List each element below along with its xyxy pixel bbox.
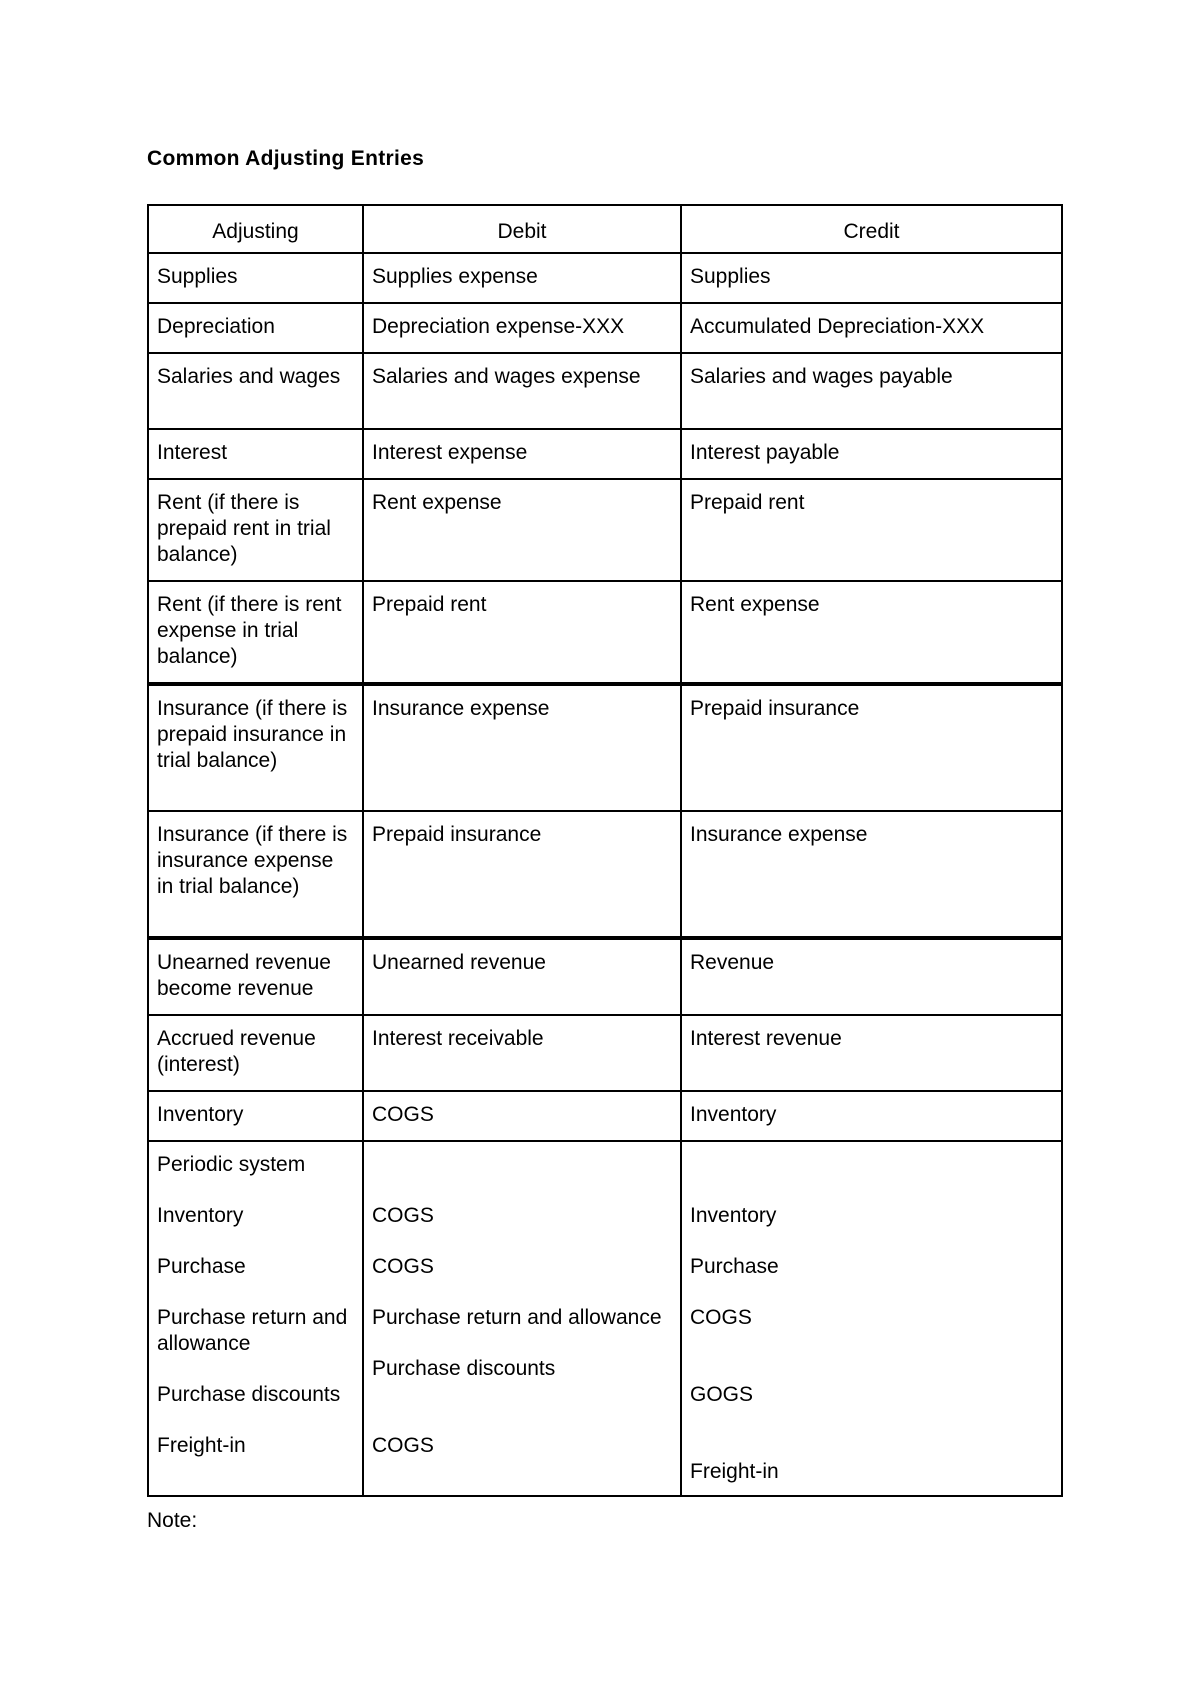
adjusting-cell: Supplies <box>148 253 363 303</box>
adjusting-cell: Interest <box>148 429 363 479</box>
adjusting-cell: Rent (if there is rent expense in trial balance) <box>148 581 363 684</box>
table-row <box>148 684 1062 811</box>
adjusting-cell: Unearned revenue become revenue <box>148 938 363 1015</box>
credit-cell: Supplies <box>681 253 1062 303</box>
table-row <box>148 303 1062 353</box>
table-header-row <box>148 205 1062 253</box>
debit-cell: Prepaid rent <box>363 581 681 684</box>
adjusting-cell: Inventory <box>148 1091 363 1141</box>
periodic-system-row <box>148 1141 1062 1496</box>
table-row <box>148 811 1062 938</box>
periodic-adjusting-item: Inventory <box>157 1204 244 1227</box>
table-row <box>148 1091 1062 1141</box>
debit-cell: Supplies expense <box>363 253 681 303</box>
column-header-adjusting: Adjusting <box>148 205 363 253</box>
table-row <box>148 938 1062 1015</box>
table-row <box>148 353 1062 429</box>
debit-cell: Rent expense <box>363 479 681 581</box>
periodic-credit-item: Freight-in <box>690 1460 779 1483</box>
table-row <box>148 479 1062 581</box>
adjusting-cell: Depreciation <box>148 303 363 353</box>
credit-cell: Inventory <box>681 1091 1062 1141</box>
credit-cell: Rent expense <box>681 581 1062 684</box>
adjusting-cell: Salaries and wages <box>148 353 363 429</box>
debit-cell: Interest expense <box>363 429 681 479</box>
periodic-credit-item: GOGS <box>690 1383 754 1406</box>
debit-cell: Salaries and wages expense <box>363 353 681 429</box>
page-title: Common Adjusting Entries <box>147 147 425 170</box>
adjusting-cell: Rent (if there is prepaid rent in trial balance) <box>148 479 363 581</box>
periodic-credit-item: Inventory <box>690 1204 777 1227</box>
column-header-debit: Debit <box>363 205 681 253</box>
credit-cell: Salaries and wages payable <box>681 353 1062 429</box>
debit-cell: COGS <box>363 1091 681 1141</box>
credit-cell: Interest payable <box>681 429 1062 479</box>
periodic-adjusting-cell <box>148 1141 363 1496</box>
debit-cell: Prepaid insurance <box>363 811 681 938</box>
credit-cell: Accumulated Depreciation-XXX <box>681 303 1062 353</box>
debit-cell: Unearned revenue <box>363 938 681 1015</box>
periodic-spacer <box>372 1152 672 1178</box>
table-row <box>148 581 1062 684</box>
table-row <box>148 1015 1062 1091</box>
debit-cell: Depreciation expense-XXX <box>363 303 681 353</box>
note-label: Note: <box>147 1509 198 1532</box>
table-row <box>148 253 1062 303</box>
periodic-adjusting-item: Purchase <box>157 1255 246 1278</box>
credit-cell: Interest revenue <box>681 1015 1062 1091</box>
periodic-credit-item: COGS <box>690 1306 752 1329</box>
periodic-debit-item: Purchase discounts <box>372 1357 556 1380</box>
credit-cell: Prepaid insurance <box>681 684 1062 811</box>
credit-cell: Prepaid rent <box>681 479 1062 581</box>
periodic-adjusting-item: Freight-in <box>157 1434 246 1457</box>
periodic-debit-item: COGS <box>372 1434 434 1457</box>
table-row <box>148 429 1062 479</box>
debit-cell: Insurance expense <box>363 684 681 811</box>
adjusting-cell: Accrued revenue (interest) <box>148 1015 363 1091</box>
periodic-debit-cell <box>363 1141 681 1496</box>
periodic-credit-cell <box>681 1141 1062 1496</box>
periodic-heading: Periodic system <box>157 1153 306 1176</box>
periodic-spacer <box>690 1152 1053 1178</box>
column-header-credit: Credit <box>681 205 1062 253</box>
periodic-debit-item: COGS <box>372 1204 434 1227</box>
debit-cell: Interest receivable <box>363 1015 681 1091</box>
credit-cell: Revenue <box>681 938 1062 1015</box>
adjusting-cell: Insurance (if there is prepaid insurance in trial balance) <box>148 684 363 811</box>
credit-cell: Insurance expense <box>681 811 1062 938</box>
periodic-adjusting-item: Purchase return and allowance <box>157 1306 348 1355</box>
adjusting-cell: Insurance (if there is insurance expense in trial balance) <box>148 811 363 938</box>
adjusting-entries-table <box>147 204 1063 1497</box>
periodic-debit-item: COGS <box>372 1255 434 1278</box>
periodic-credit-item: Purchase <box>690 1255 779 1278</box>
periodic-adjusting-item: Purchase discounts <box>157 1383 341 1406</box>
periodic-debit-item: Purchase return and allowance <box>372 1306 662 1329</box>
